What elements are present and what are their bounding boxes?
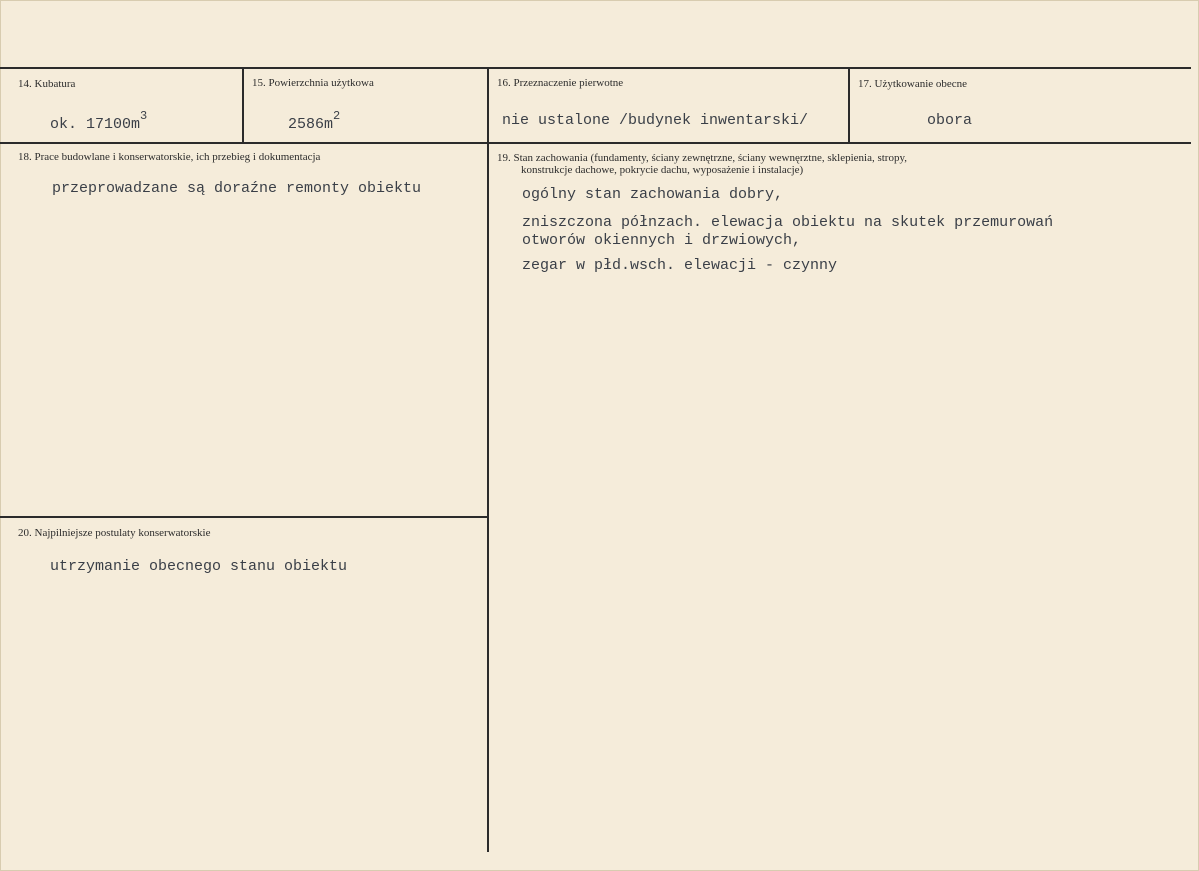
przeznaczenie-label: 16. Przeznaczenie pierwotne [497, 77, 624, 89]
col-divider-2 [487, 68, 489, 852]
col-divider-1 [242, 68, 244, 142]
stan-entry: zniszczona półnzach. elewacja obiektu na skutek przemurowań otworów okiennych i drzwiowych, [522, 214, 1054, 249]
prace-label: 18. Prace budowlane i konserwatorskie, ich przebieg i dokumentacja [18, 151, 321, 163]
uzytkowanie-value: obora [927, 112, 973, 129]
powierzchnia-label: 15. Powierzchnia użytkowa [252, 77, 374, 89]
uzytkowanie-label: 17. Użytkowanie obecne [858, 78, 968, 90]
row-divider [0, 142, 1191, 144]
prace-value: przeprowadzane są doraźne remonty obiektu [52, 180, 422, 197]
stan-entry: zegar w płd.wsch. elewacji - czynny [522, 257, 838, 274]
section-divider-20 [0, 516, 488, 518]
stan-label-continued: konstrukcje dachowe, pokrycie dachu, wyposażenie i instalacje) [521, 164, 804, 176]
kubatura-value: ok. $17100m^3$ [50, 109, 148, 133]
postulaty-value: utrzymanie obecnego stanu obiektu [50, 558, 348, 575]
kubatura-exponent: 3 [140, 109, 148, 123]
col-divider-3 [848, 68, 850, 142]
powierzchnia-exponent: 2 [333, 109, 341, 123]
top-rule [0, 67, 1191, 69]
stan-label: 19. Stan zachowania (fundamenty, ściany zewnętrzne, ściany wewnęrztne, sklepienia, stropy, [497, 152, 908, 164]
powierzchnia-value: $2586m^2$ [288, 109, 341, 133]
kubatura-label: 14. Kubatura [18, 78, 76, 90]
stan-entry: ogólny stan zachowania dobry, [522, 186, 784, 203]
przeznaczenie-value: nie ustalone /budynek inwentarski/ [502, 112, 809, 129]
postulaty-label: 20. Najpilniejsze postulaty konserwatorskie [18, 527, 211, 539]
